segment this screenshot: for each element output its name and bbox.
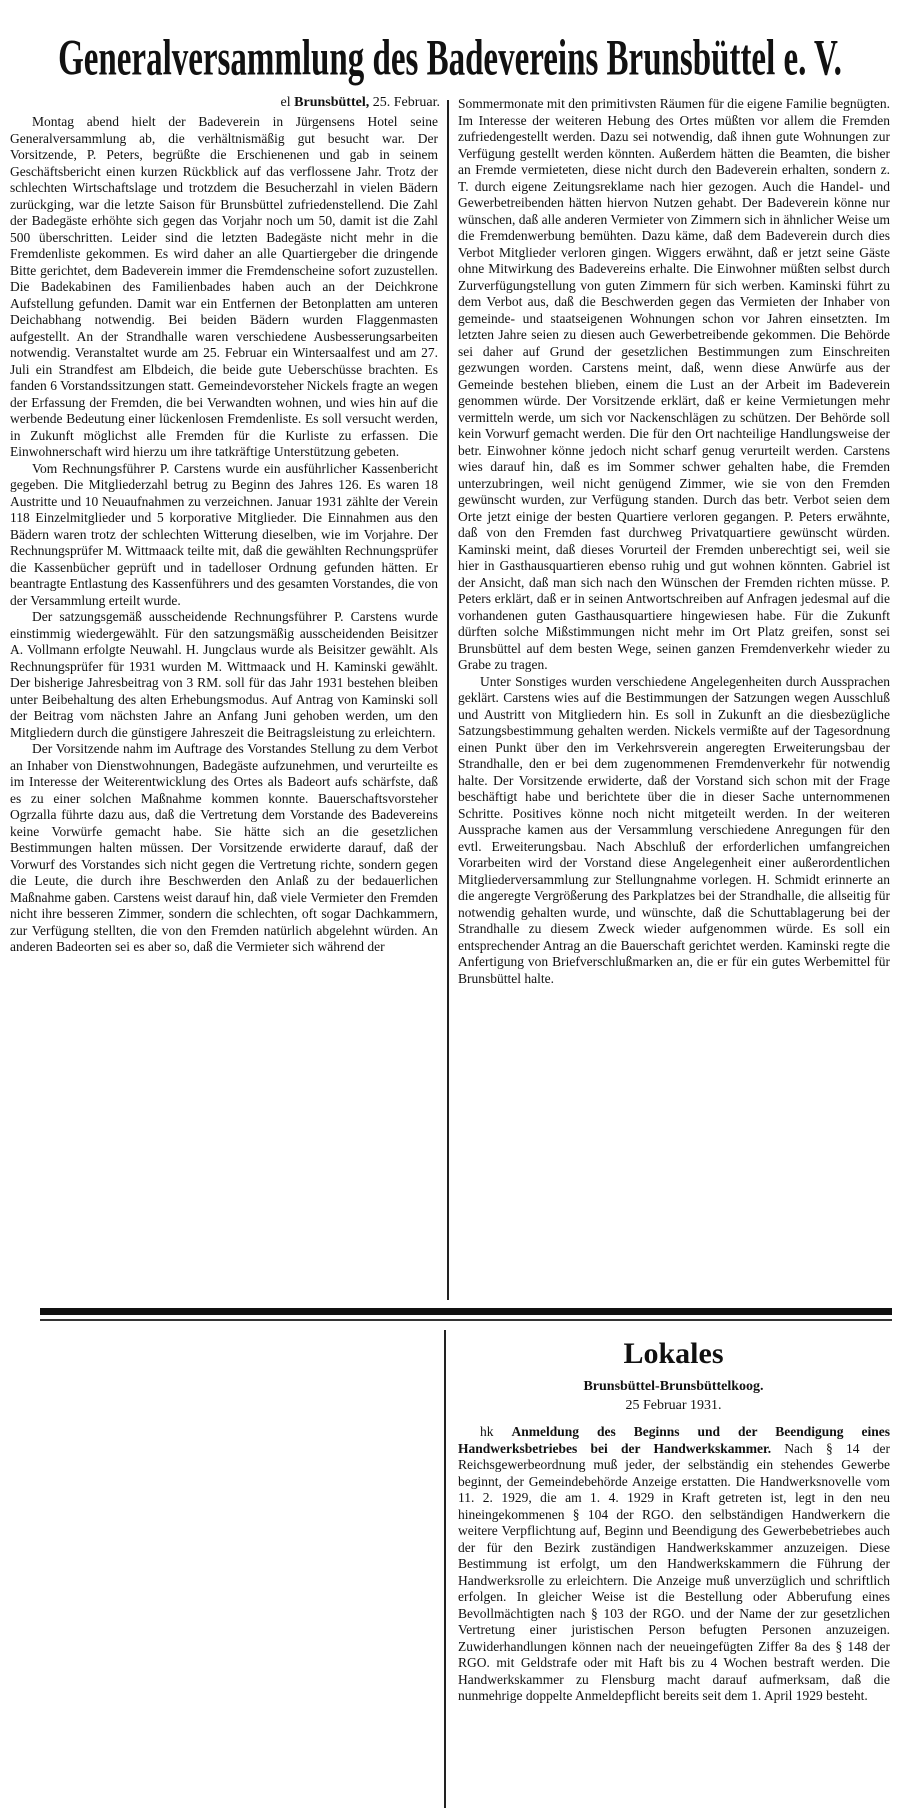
article-paragraph: Unter Sonstiges wurden verschiedene Angelegenheiten durch Aussprachen geklärt. Carstens wies auf die Bestimmungen der Satzungen wegen Ausschluß und Austritt von Mitgliedern hin. Es soll in Zukunft an die diesbezügliche Satzungsbestimmung gehalten werden. Nickels vermißte auf der Tagesordnung einen Punkt über den im Verkehrsverein angeregten Erweiterungsbau der Strandhalle, den er bei dem zugenommenen Fremdenverkehr für notwendig halte. Der Vorsitzende erwiderte, daß der Vorstand sich schon mit der Frage beschäftigt habe und berichtete über die in dieser Sache unternommenen Schritte. Positives könne noch nicht mitgeteilt werden. In der weiteren Aussprache kamen aus der Versammlung verschiedene Anregungen für den evtl. Erweiterungsbau. Nach Abschluß der erforderlichen umfangreichen Vorarbeiten wird der Vorstand diese Angelegenheit einer außerordentlichen Mitgliederversammlung zur Stellungnahme vorlegen. H. Schmidt erinnerte an die angeregte Vergrößerung des Parkplatzes bei der Strandhalle, die allseitig für notwendig gehalten wurde, und wünschte, daß die Schuttablagerung bei der Strandhalle zu diesem Zweck wieder aufgenommen würde. Es soll ein entsprechender Antrag an die Bauerschaft gerichtet werden. Kaminski regte die Anfertigung von Briefverschlußmarken an, die er für ein gutes Werbemittel für Brunsbüttel halte.	[458, 673, 890, 986]
item-body: Nach § 14 der Reichsgewerbeordnung muß jeder, der selbständig ein stehendes Gewerbe beginnt, der Gemeindebehörde Anzeige erstatten. Die Handwerksnovelle vom 11. 2. 1929, die am 1. 4. 1929 in Kraft getreten ist, legt in den neu hineingekommenen § 104 der RGO. den selbständigen Handwerkern die weitere Verpflichtung auf, Beginn und Beendigung des Gewerbebetriebes auch der für den Bezirk zuständigen Handwerkskammer anzuzeigen. Diese Bestimmung ist erfolgt, um den Handwerkskammern die Führung der Handwerksrolle zu erleichtern. Die Anzeige muß unverzüglich und schriftlich erfolgen. In gleicher Weise ist die Bestellung oder Abberufung eines Bevollmächtigten nach § 103 der RGO. und der Name der zur gesetzlichen Vertretung einer juristischen Person befugten Personen anzuzeigen. Zuwiderhandlungen können nach der neueingefügten Ziffer 8a des § 148 der RGO. mit Geldstrafe oder mit Haft bis zu 4 Wochen bestraft werden. Die Handwerkskammer zu Flensburg macht darauf aufmerksam, daß die nunmehrige doppelte Anmeldepflicht bereits seit dem 1. April 1929 besteht.	[458, 1440, 890, 1703]
item-prefix: hk	[480, 1424, 494, 1439]
article-paragraph: Der Vorsitzende nahm im Auftrage des Vorstandes Stellung zu dem Verbot an Inhaber von Dienstwohnungen, Badegäste aufzunehmen, und verurteilte es im Interesse der Weiterentwicklung des Ortes als Badeort aufs schärfste, daß es zu einer solchen Maßnahme kommen konnte. Bauerschaftsvorsteher Ogrzalla führte dazu aus, daß die Vertretung dem Vorstande des Badevereins keine Vorwürfe gemacht habe. Sie hätte sich an die gesetzlichen Bestimmungen halten müssen. Der Vorsitzende erwiderte darauf, daß der Vorwurf des Vorstandes sich nicht gegen die Vertretung richte, sondern gegen die Leute, die durch ihre Beschwerden den Anlaß zu der bedauerlichen Maßnahme gaben. Carstens weist darauf hin, daß viele Vermieter den Fremden nicht ihre besseren Zimmer, sondern die schlechten, oft sogar Dachkammern, zur Verfügung stellten, die von den Fremden natürlich abgelehnt würden. An anderen Badeorten sei es aber so, daß die Vermieter sich während der	[10, 741, 438, 954]
article-headline: Generalversammlung des Badevereins Brunsbüttel e. V.	[58, 31, 842, 87]
article-left-column	[10, 114, 438, 956]
section-rule-thin	[40, 1319, 892, 1321]
dateline-date: 25. Februar.	[372, 95, 440, 110]
section-subheading: Brunsbüttel-Brunsbüttelkoog.	[583, 1379, 764, 1394]
column-divider	[447, 100, 449, 1300]
article-paragraph: Der satzungsgemäß ausscheidende Rechnungsführer P. Carstens wurde einstimmig wiedergewählt. Für den satzungsmäßig ausscheidenden Beisitzer A. Vollmann erfolgte Neuwahl. H. Jungclaus wurde als Beisitzer gewählt. Als Rechnungsprüfer für 1931 wurden M. Wittmaack und H. Kaminski gewählt. Der bisherige Jahresbeitrag von 3 RM. soll für das Jahr 1931 bestehen bleiben unter Beibehaltung des alten Erhebungsmodus. Auf Antrag von Kaminski soll der Beitrag vom nächsten Jahre an Anfang Juni gehoben werden, um den Mitgliedern durch die günstigere Jahreszeit die Beitragsleistung zu erleichtern.	[10, 609, 438, 740]
dateline	[10, 94, 440, 111]
article-right-column	[458, 96, 890, 987]
news-item	[458, 1424, 890, 1705]
section-rule	[40, 1308, 892, 1315]
article-paragraph: Montag abend hielt der Badeverein in Jürgensens Hotel seine Generalversammlung ab, die verhältnismäßig gut besucht war. Der Vorsitzende, P. Peters, begrüßte die Erschienenen und gab in seinem Geschäftsbericht einen kurzen Rückblick auf das verflossene Jahr. Trotz der schlechten Wirtschaftslage und trotzdem die Besucherzahl in vielen Bädern zurückging, war die letzte Saison für Brunsbüttel zufriedenstellend. Die Zahl der Badegäste erhöhte sich gegen das Vorjahr noch um 50, damit ist die Zahl 500 überschritten. Leider sind die letzten Badegäste nicht mehr in die Fremdenliste gekommen. Es wird daher an alle Quartiergeber die dringende Bitte gerichtet, dem Badeverein immer die Fremdenscheine sofort zuzustellen. Die Badekabinen des Familienbades haben auch an der Deichkrone Aufstellung gefunden. Damit war ein Entfernen der Betonplatten am unteren Deichabhang notwendig. Bei beiden Bädern wurden Flaggenmasten aufgestellt. An der Strandhalle waren verschiedene Ausbesserungsarbeiten notwendig. Veranstaltet wurde am 25. Februar ein Wintersaalfest und am 27. Juli ein Strandfest am Elbdeich, die beide gute Ueberschüsse brachten. Es fanden 6 Vorstandssitzungen statt. Gemeindevorsteher Nickels fragte an wegen der Erfassung der Fremden, die bei Verwandten wohnen, und wies hin auf die werbende Bedeutung einer lückenlosen Fremdenliste. Es soll versucht werden, in Zukunft möglichst alle Fremden für die Kurliste zu erfassen. Die Einwohnerschaft wird hierzu um ihre tatkräftige Unterstützung gebeten.	[10, 114, 438, 459]
section-title: Lokales	[623, 1337, 724, 1370]
section-date: 25 Februar 1931.	[625, 1398, 722, 1413]
column-divider	[444, 1330, 446, 1808]
article-paragraph: Vom Rechnungsführer P. Carstens wurde ein ausführlicher Kassenbericht gegeben. Die Mitgliederzahl betrug zu Beginn des Jahres 126. Es waren 18 Austritte und 10 Neuaufnahmen zu verzeichnen. Januar 1931 zählte der Verein 118 Einzelmitglieder und 5 korporative Mitglieder. Die Einnahmen aus den Bädern waren trotz der schlechten Witterung dieselben, wie im Vorjahre. Der Rechnungsprüfer M. Wittmaack teilte mit, daß die gewählten Rechnungsprüfer die Kassenbücher geprüft und in tadelloser Ordnung gefunden hätten. Er beantragte Entlastung des Kassenführers und des gesamten Vorstandes, die von der Versammlung erteilt wurde.	[10, 460, 438, 608]
lokales-column	[458, 1424, 890, 1705]
dateline-prefix: el	[280, 95, 291, 110]
item-heading: Anmeldung des Beginns und der Beendigung eines Handwerksbetriebes bei der Handwerkskammer.	[458, 1424, 890, 1456]
dateline-place: Brunsbüttel,	[294, 95, 370, 110]
article-paragraph: Sommermonate mit den primitivsten Räumen für die eigene Familie begnügten. Im Interesse der weiteren Hebung des Ortes müßten vor allem die Fremden zufriedengestellt werden. Dazu sei notwendig, daß ihnen gute Wohnungen zur Verfügung gestellt werden könnten. Außerdem hätten die Beamten, die bisher an Fremde vermieteten, diese nicht durch den Badeverein erhalten, sondern z. T. durch eigene Zeitungsreklame nach hier gezogen. Auch die Handel- und Gewerbetreibenden hätten hiervon Nutzen gehabt. Der Badeverein könne nur wünschen, daß alle anderen Vermieter von Zimmern sich in ähnlicher Weise um die Fremdenwerbung bemühten. Dazu käme, daß dem Badeverein durch dies Verbot Mitglieder verloren gingen. Wiggers erwähnt, daß er jetzt seine Gäste ohne Mitwirkung des Badevereins erhalte. Die Einwohner müßten selbst durch Zurverfügungstellung von guten Zimmern für sich werben. Kaminski führt zu dem Verbot aus, daß die Beschwerden gegen das Vermieten der Inhaber von gemeinde- und staatseigenen Wohnungen schon vor Jahren einsetzten. Im letzten Jahre seien zu diesen auch Gewerbetreibende gekommen. Die Behörde sei daher auf Grund der gesetzlichen Bestimmungen zum Einschreiten gezwungen worden. Carstens meint, daß, wenn diese Anwürfe aus der Gemeinde bestehen blieben, einem die Lust an der Arbeit im Badeverein genommen würde. Der Vorsitzende erklärt, daß er keine Vermietungen mehr vermitteln werde, um sich vor Nackenschlägen zu schützen. Der Behörde soll kein Vorwurf gemacht werden. Die für den Ort nachteilige Handlungsweise der betr. Einwohner könne jedoch nicht scharf genug verurteilt werden. Carstens wies darauf hin, daß es im Sommer schwer gehalten habe, die Fremden unterzubringen, weil nicht genügend Zimmer, wie sie von den Fremden gewünscht wurden, zur Verfügung standen. Durch das betr. Verbot seien dem Orte jetzt einige der besten Quartiere verloren gegangen. P. Peters erwähnte, daß von den Fremden fast durchweg Privatquartiere gewünscht würden. Kaminski meint, daß dieses Vorurteil der Fremden unberechtigt sei, weil sie hier in Gasthausquartieren ebenso ruhig und gut wohnen könnten. Gabriel ist der Ansicht, daß man sich nach den Wünschen der Fremden richten müsse. P. Peters erklärt, daß er in seinen Antwortschreiben auf Anfragen jedesmal auf die vorhandenen guten Gasthausquartiere hingewiesen habe. Für die Zukunft dürften solche Mißstimmungen nicht mehr im Ort Platz greifen, sonst sei Brunsbüttel auf dem besten Wege, seinen ganzen Fremdenverkehr wieder zu Grabe zu tragen.	[458, 96, 890, 672]
